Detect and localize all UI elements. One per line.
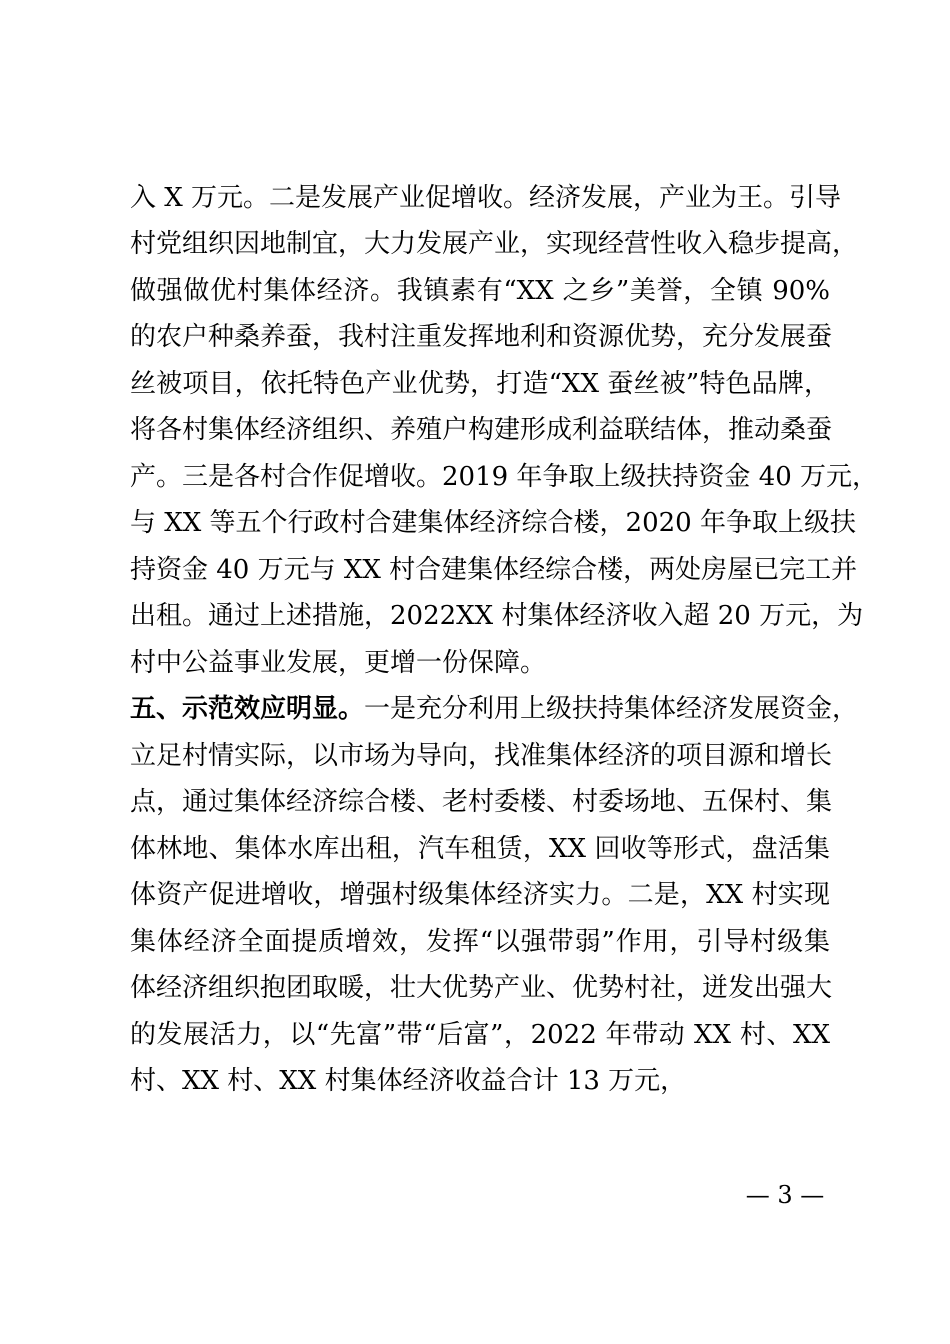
paragraph-line: 集体经济全面提质增效，发挥“以强带弱”作用，引导村级集 bbox=[130, 927, 830, 957]
paragraph-text: 一是充分利用上级扶持集体经济发展资金， bbox=[364, 694, 859, 724]
paragraph-line: 入 X 万元。二是发展产业促增收。经济发展，产业为王。引导 bbox=[130, 183, 842, 213]
paragraph-line: 点，通过集体经济综合楼、老村委楼、村委场地、五保村、集 bbox=[130, 787, 833, 817]
paragraph-line: 丝被项目，依托特色产业优势，打造“XX 蚕丝被”特色品牌， bbox=[130, 369, 830, 399]
paragraph-line: 产。三是各村合作促增收。2019 年争取上级扶持资金 40 万元， bbox=[130, 462, 879, 492]
paragraph-first-line bbox=[130, 694, 859, 724]
paragraph-line: 立足村情实际，以市场为导向，找准集体经济的项目源和增长 bbox=[130, 741, 833, 771]
paragraph-line: 持资金 40 万元与 XX 村合建集体经综合楼，两处房屋已完工并 bbox=[130, 555, 858, 585]
paragraph-line: 村党组织因地制宜，大力发展产业，实现经营性收入稳步提高， bbox=[130, 229, 859, 259]
paragraph-line: 与 XX 等五个行政村合建集体经济综合楼，2020 年争取上级扶 bbox=[130, 508, 856, 538]
paragraph-line: 做强做优村集体经济。我镇素有“XX 之乡”美誉，全镇 90% bbox=[130, 276, 830, 306]
paragraph-line: 出租。通过上述措施，2022XX 村集体经济收入超 20 万元，为 bbox=[130, 601, 864, 631]
paragraph-line: 的发展活力，以“先富”带“后富”，2022 年带动 XX 村、XX bbox=[130, 1020, 830, 1050]
paragraph-line: 的农户种桑养蚕，我村注重发挥地利和资源优势，充分发展蚕 bbox=[130, 322, 833, 352]
paragraph-line: 体资产促进增收，增强村级集体经济实力。二是，XX 村实现 bbox=[130, 880, 830, 910]
paragraph-line: 将各村集体经济组织、养殖户构建形成利益联结体，推动桑蚕 bbox=[130, 415, 833, 445]
paragraph-line: 体经济组织抱团取暖，壮大优势产业、优势村社，迸发出强大 bbox=[130, 973, 833, 1003]
paragraph-line: 村、XX 村、XX 村集体经济收益合计 13 万元， bbox=[130, 1066, 687, 1096]
paragraph-line: 村中公益事业发展，更增一份保障。 bbox=[130, 648, 547, 678]
section-heading: 五、示范效应明显。 bbox=[130, 694, 365, 724]
paragraph-line: 体林地、集体水库出租，汽车租赁，XX 回收等形式，盘活集 bbox=[130, 834, 830, 864]
page-number: — 3 — bbox=[745, 1181, 825, 1209]
